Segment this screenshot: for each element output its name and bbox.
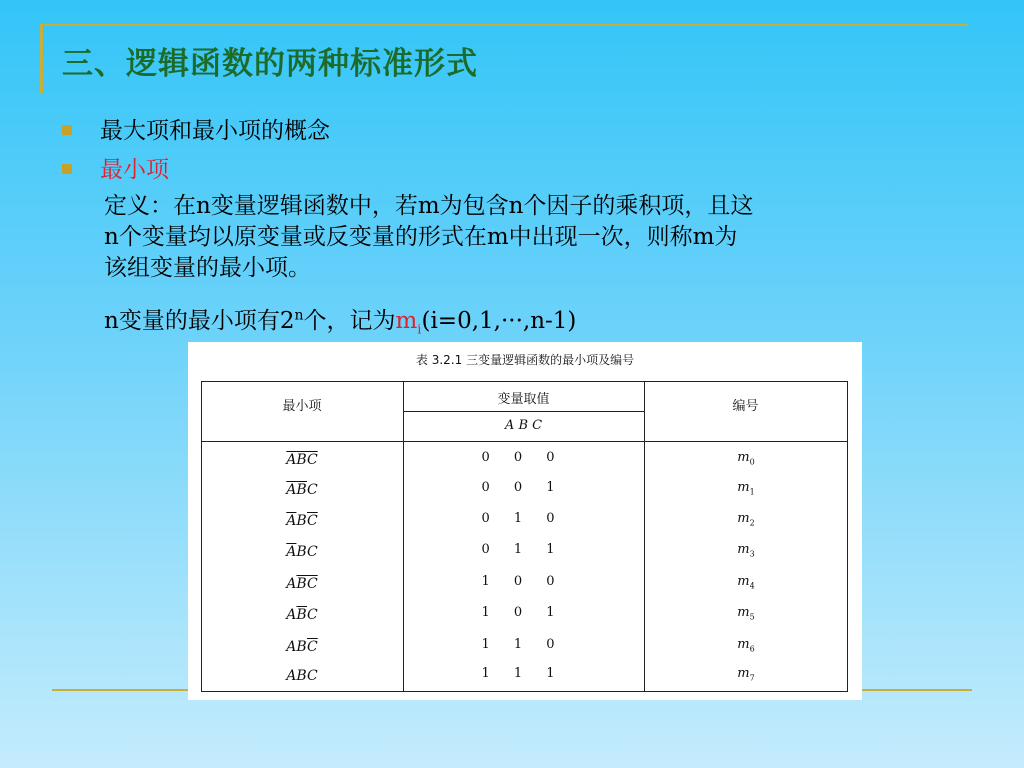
- minterm-values: 0 1 1: [481, 542, 565, 557]
- minterm-variable: C: [306, 607, 318, 623]
- minterm-variable: B: [296, 513, 307, 529]
- minterm-variable: $\overline{B}$: [296, 607, 307, 623]
- square-bullet-icon: [62, 164, 72, 174]
- table-border-right: [847, 381, 848, 692]
- table-col-divider: [644, 381, 645, 692]
- minterm-variable: $\overline{A}$: [286, 482, 297, 498]
- bullet-item-minterm: [62, 151, 169, 184]
- table-border-bottom: [201, 691, 848, 692]
- slide-title: 三、逻辑函数的两种标准形式: [62, 46, 478, 82]
- header-minterm: 最小项: [282, 399, 322, 414]
- minterm-values: 1 0 1: [481, 605, 565, 620]
- formula-suffix: (i=0,1,···,n-1): [421, 308, 577, 334]
- top-rule: [40, 24, 968, 26]
- header-values: 变量取值: [497, 392, 550, 407]
- minterm-variable: $\overline{B}$: [296, 452, 307, 468]
- minterm-variable: $\overline{B}$: [296, 482, 307, 498]
- minterm-values: 1 1 1: [481, 666, 565, 681]
- formula-middle: 个，记为: [303, 308, 396, 334]
- minterm-index: $m_4$: [737, 574, 755, 591]
- definition-line: n个变量均以原变量或反变量的形式在m中出现一次，则称m为: [104, 224, 738, 250]
- minterm-values: 1 1 0: [481, 637, 565, 652]
- formula-prefix: n变量的最小项有2: [104, 308, 295, 334]
- minterm-variable: C: [306, 668, 318, 684]
- minterm-index: $m_5$: [737, 605, 755, 622]
- minterm-expression: [242, 544, 362, 560]
- minterm-values: 0 0 1: [481, 480, 565, 495]
- minterm-variable: C: [306, 482, 318, 498]
- minterm-expression: [242, 513, 362, 529]
- minterm-expression: [242, 639, 362, 655]
- minterm-variable: $\overline{C}$: [306, 639, 318, 655]
- definition-line: 该组变量的最小项。: [104, 255, 311, 281]
- minterm-index: $m_1$: [737, 480, 755, 497]
- minterm-variable: A: [286, 668, 297, 684]
- minterm-variable: C: [306, 544, 318, 560]
- definition-paragraph: [104, 191, 753, 284]
- bullet-text: 最大项和最小项的概念: [100, 118, 330, 144]
- header-index: 编号: [732, 399, 759, 414]
- minterm-expression: [242, 452, 362, 468]
- minterm-expression: [242, 668, 362, 684]
- minterm-variable: $\overline{A}$: [286, 544, 297, 560]
- minterm-variable: B: [296, 639, 307, 655]
- minterm-variable: A: [286, 576, 297, 592]
- minterm-index: $m_7$: [737, 666, 755, 683]
- minterm-table-image: [188, 342, 862, 700]
- formula-symbol: $m_i$: [395, 308, 422, 338]
- header-variables: A B C: [504, 418, 543, 433]
- minterm-values: 0 1 0: [481, 511, 565, 526]
- definition-line: 定义：在n变量逻辑函数中，若m为包含n个因子的乘积项，且这: [104, 193, 754, 219]
- bullet-text: 最小项: [100, 157, 169, 183]
- minterm-index: $m_2$: [737, 511, 755, 528]
- minterm-variable: $\overline{C}$: [306, 513, 318, 529]
- minterm-expression: [242, 576, 362, 592]
- square-bullet-icon: [62, 125, 72, 135]
- minterm-index: $m_6$: [737, 637, 755, 654]
- minterm-expression: [242, 482, 362, 498]
- minterm-count-formula: [104, 302, 576, 338]
- table-caption: 表 3.2.1 三变量逻辑函数的最小项及编号: [415, 353, 635, 367]
- minterm-values: 0 0 0: [481, 450, 565, 465]
- minterm-index: $m_0$: [737, 450, 755, 467]
- minterm-variable: B: [296, 668, 307, 684]
- minterm-variable: $\overline{A}$: [286, 452, 297, 468]
- header-bottom-divider: [201, 441, 848, 442]
- minterm-variable: A: [286, 639, 297, 655]
- title-accent-bar: [40, 24, 43, 94]
- minterm-values: 1 0 0: [481, 574, 565, 589]
- minterm-variable: $\overline{B}$: [296, 576, 307, 592]
- minterm-expression: [242, 607, 362, 623]
- header-sub-divider: [403, 411, 644, 412]
- bullet-item-concept: [62, 112, 330, 145]
- minterm-variable: $\overline{A}$: [286, 513, 297, 529]
- minterm-variable: $\overline{C}$: [306, 576, 318, 592]
- table-border-top: [201, 381, 848, 382]
- minterm-variable: A: [286, 607, 297, 623]
- minterm-index: $m_3$: [737, 542, 755, 559]
- minterm-variable: B: [296, 544, 307, 560]
- minterm-variable: $\overline{C}$: [306, 452, 318, 468]
- formula-exponent: n: [294, 307, 304, 324]
- table-border-left: [201, 381, 202, 692]
